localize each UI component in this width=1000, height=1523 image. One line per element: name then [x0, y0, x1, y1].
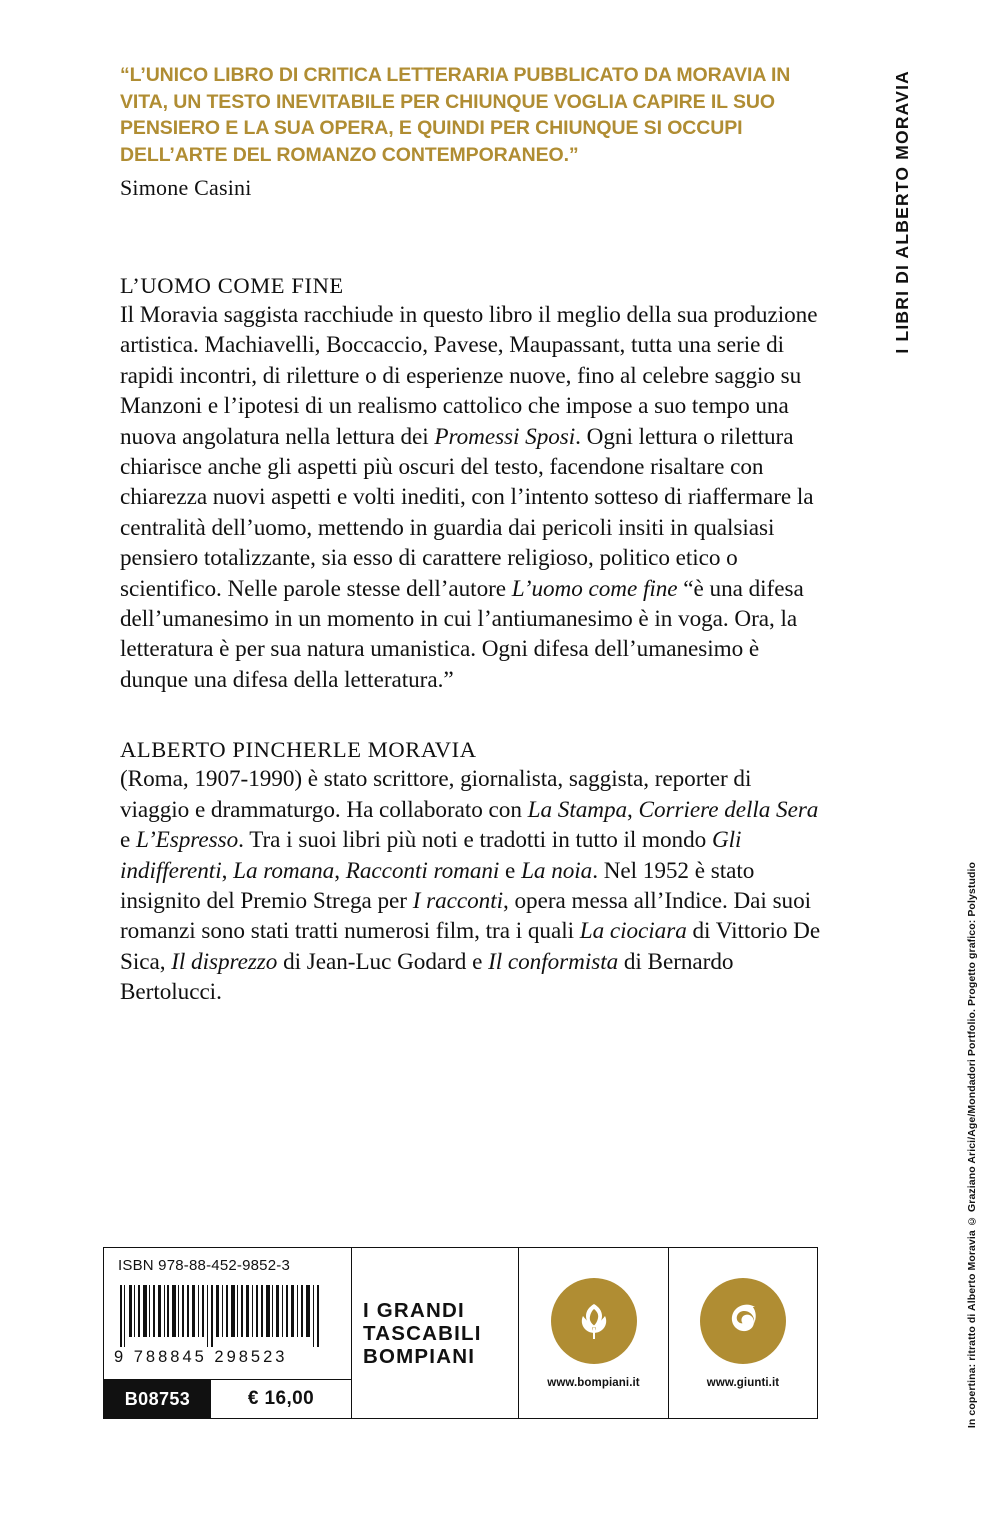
blurb-author: Simone Casini	[120, 175, 252, 200]
publisher-logo-cell	[519, 1248, 669, 1418]
isbn-footer	[104, 1379, 351, 1418]
imprint-name	[363, 1299, 482, 1368]
bottom-info-bar	[103, 1247, 818, 1419]
isbn-label: ISBN 978-88-452-9852-3	[118, 1257, 291, 1274]
credits-text: In copertina: ritratto di Alberto Moravia © Graziano Arici/Age/Mondadori Portfolio. Progetto grafico: Polystudio	[966, 861, 978, 1428]
spine-series-label: I LIBRI DI ALBERTO MORAVIA	[891, 70, 912, 354]
author-bio-section	[120, 737, 825, 1007]
back-cover-content	[120, 62, 825, 1008]
book-description-text: Il Moravia saggista racchiude in questo libro il meglio della sua produzione artistica. Machiavelli, Boccaccio, Pavese, Maupassant, tutta una serie di rapidi incontri, di riletture o di esperienze nuove, fino al celebre saggio su Manzoni e l’ipotesi di un realismo cattolico che impose a suo tempo una nuova angolatura nella lettura dei Promessi Sposi. Ogni lettura o rilettura chiarisce anche gli aspetti più oscuri del testo, facendone risaltare con chiarezza nuovi aspetti e volti inediti, con l’intento sotteso di riaffermare la centralità dell’uomo, mettendo in guardia dai pericoli insiti in qualsiasi pensiero totalizzante, sia esso di carattere religioso, politico etico o scientifico. Nelle parole stesse dell’autore L’uomo come fine “è una difesa dell’umanesimo in un momento in cui l’antiumanesimo è in voga. Ora, la letteratura è per sua natura umanistica. Ogni difesa dell’umanesimo è dunque una difesa della letteratura.”	[120, 302, 818, 693]
barcode-icon	[118, 1281, 332, 1347]
imprint-cell	[352, 1248, 519, 1418]
publisher-website[interactable]: www.bompiani.it	[547, 1376, 640, 1389]
blurb-quote: “L’UNICO LIBRO DI CRITICA LETTERARIA PUBBLICATO DA MORAVIA IN VITA, UN TESTO INEVITABILE PER CHIUNQUE VOGLIA CAPIRE IL SUO PENSIERO E LA SUA OPERA, E QUINDI PER CHIUNQUE SI OCCUPI DELL’ARTE DEL ROMANZO CONTEMPORANEO.”	[120, 64, 791, 166]
group-logo-cell	[669, 1248, 817, 1418]
bompiani-logo-icon	[551, 1278, 637, 1364]
author-name: ALBERTO PINCHERLE MORAVIA	[120, 737, 477, 763]
product-code: B08753	[104, 1380, 211, 1418]
book-title: L’UOMO COME FINE	[120, 273, 344, 298]
author-bio-text: (Roma, 1907-1990) è stato scrittore, giornalista, saggista, reporter di viaggio e drammaturgo. Ha collaborato con La Stampa, Corriere della Sera e L’Espresso. Tra i suoi libri più noti e tradotti in tutto il mondo Gli indifferenti, La romana, Racconti romani e La noia. Nel 1952 è stato insignito del Premio Strega per I racconti, opera messa all’Indice. Dai suoi romanzi sono stati tratti numerosi film, tra i quali La ciociara di Vittorio De Sica, Il disprezzo di Jean-Luc Godard e Il conformista di Bernardo Bertolucci.	[120, 766, 821, 1006]
imprint-line-1: I GRANDI	[363, 1298, 465, 1322]
imprint-line-3: BOMPIANI	[363, 1344, 476, 1368]
isbn-cell	[104, 1248, 352, 1418]
imprint-line-2: TASCABILI	[363, 1321, 482, 1345]
barcode-digits: 9 788845 298523	[114, 1348, 288, 1366]
book-description-section	[120, 273, 825, 695]
group-website[interactable]: www.giunti.it	[706, 1376, 780, 1389]
credits-strip	[966, 808, 978, 1428]
giunti-logo-icon	[700, 1278, 786, 1364]
price: € 16,00	[247, 1388, 315, 1409]
spine-series-strip	[882, 70, 922, 470]
